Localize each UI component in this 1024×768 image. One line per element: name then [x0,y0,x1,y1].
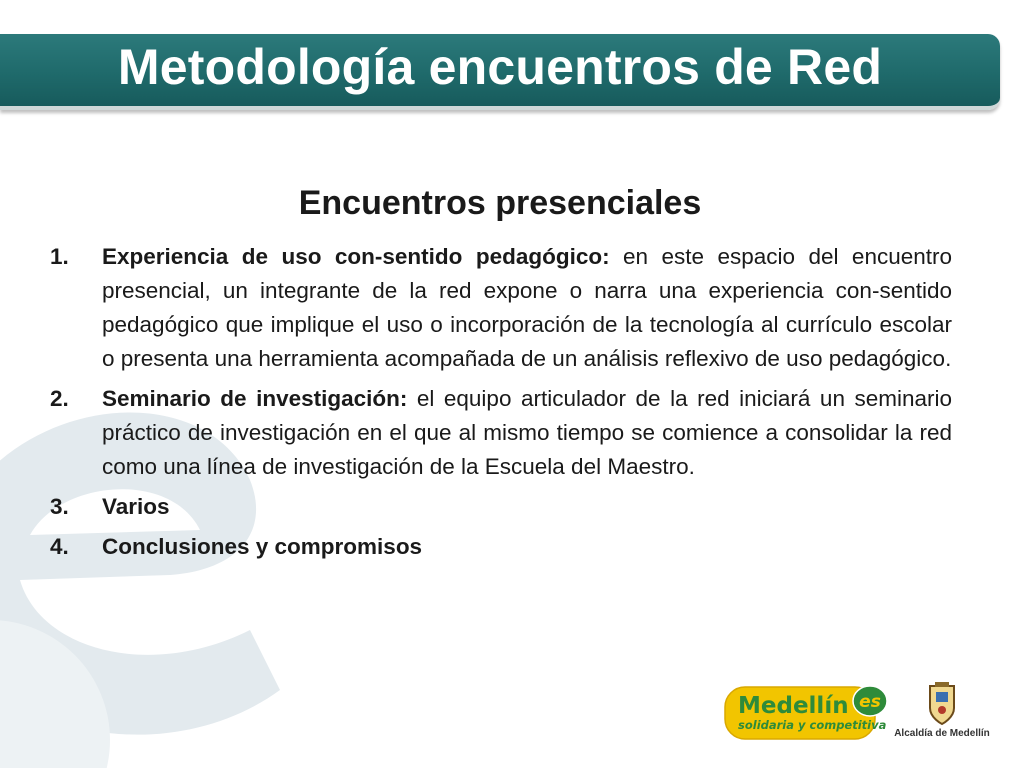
agenda-item-text: el equipo articulador de la red iniciará un seminario práctico de investigación en el que al mismo tiempo se comience a consolidar la red como una línea de investigación de la Escuela del Maestro. [102,386,953,479]
coat-of-arms-icon [890,682,994,728]
agenda-list [50,240,952,570]
agenda-item-experiencia [50,240,952,376]
agenda-item-number: 4. [50,534,69,559]
agenda-item-text: en este espacio del encuentro presencial, un integrante de la red expone o narra una experiencia con-sentido pedagógico que implique el uso o incorporación de la tecnología al currículo escolar o presenta una herramienta acompañada de un análisis reflexivo de uso pedagógico. [102,244,953,371]
agenda-item-conclusiones [50,530,952,564]
agenda-item-term: Varios [102,494,170,519]
agenda-item-term: Conclusiones y compromisos [102,534,423,559]
alcaldia-label: Alcaldía de Medellín [894,728,990,739]
agenda-item-number: 1. [50,244,69,269]
medellin-logo [724,683,890,741]
agenda-item-seminario [50,382,952,484]
medellin-wordmark: Medellín [738,693,849,719]
agenda-item-term: Seminario de investigación: [102,386,408,411]
medellin-badge: es [859,692,881,712]
slide-title: Metodología encuentros de Red [117,39,883,95]
alcaldia-logo [890,682,994,746]
agenda-item-term: Experiencia de uso con-sentido pedagógico: [102,244,610,269]
agenda-item-number: 2. [50,386,69,411]
medellin-tagline: solidaria y competitiva [738,718,887,732]
agenda-item-number: 3. [50,494,69,519]
agenda-item-varios [50,490,952,524]
section-heading: Encuentros presenciales [298,184,702,222]
